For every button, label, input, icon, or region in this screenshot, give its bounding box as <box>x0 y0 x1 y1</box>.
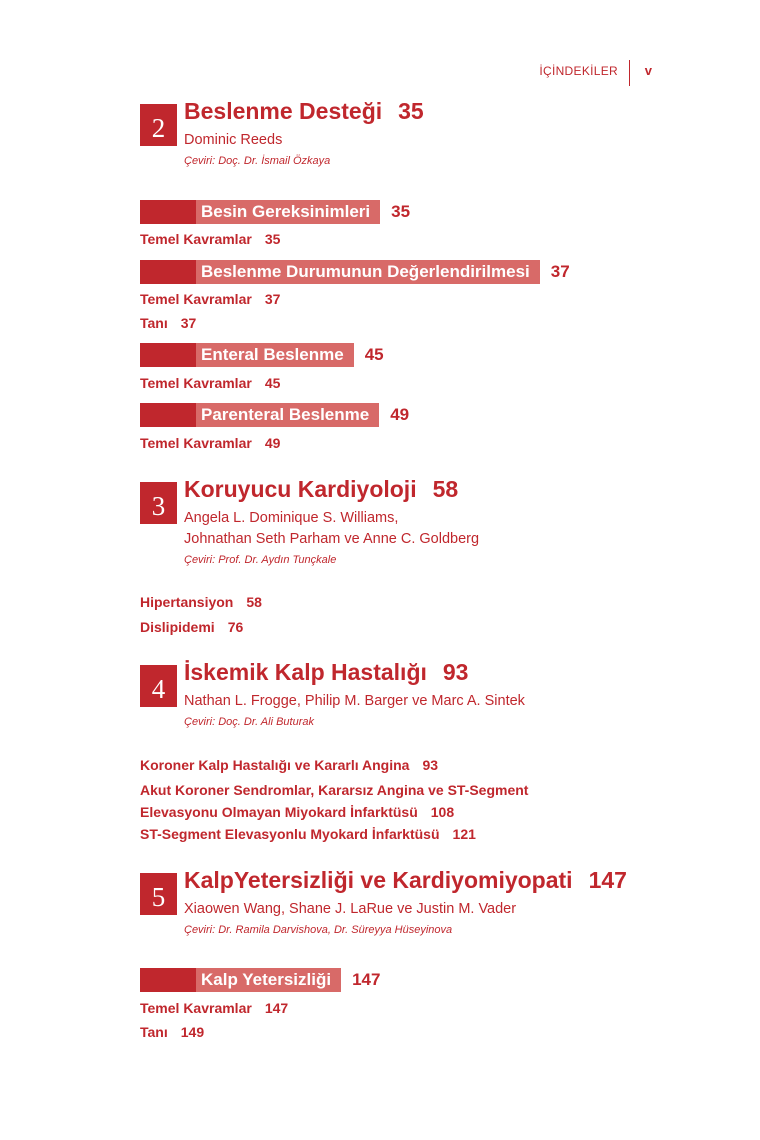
toc-entry[interactable] <box>140 312 196 334</box>
chapter-authors <box>184 899 516 940</box>
entry-page: 121 <box>452 826 476 842</box>
entry-text: Temel Kavramlar <box>140 375 252 391</box>
section-bar-accent <box>140 968 196 992</box>
entry-page: 37 <box>264 291 281 307</box>
entry-page: 93 <box>422 757 439 773</box>
translator-line: Çeviri: Prof. Dr. Aydın Tunçkale <box>184 554 337 566</box>
authors-line: Xiaowen Wang, Shane J. LaRue ve Justin M. Vader <box>184 901 517 917</box>
entry-page: 76 <box>227 619 244 635</box>
section-page: 49 <box>390 405 410 424</box>
section-page: 147 <box>352 970 381 989</box>
section-bar-accent <box>140 403 196 427</box>
toc-entry[interactable] <box>140 754 438 776</box>
chapter-title[interactable] <box>184 659 468 686</box>
chapter-page: 58 <box>432 476 459 502</box>
toc-entry[interactable] <box>140 288 280 310</box>
translator-line: Çeviri: Doç. Dr. Ali Buturak <box>184 716 314 728</box>
chapter-number-badge: 4 <box>140 665 177 707</box>
entry-page: 37 <box>180 315 197 331</box>
entry-text: Dislipidemi <box>140 619 215 635</box>
entry-page: 58 <box>246 594 262 610</box>
entry-text: Temel Kavramlar <box>140 435 252 451</box>
section-title: Parenteral Beslenme <box>196 403 379 427</box>
toc-entry[interactable] <box>140 616 243 638</box>
toc-entry[interactable] <box>140 823 476 845</box>
entry-text: ST-Segment Elevasyonlu Myokard İnfarktüsü <box>140 826 440 842</box>
section-bar-accent <box>140 200 196 224</box>
entry-text: Elevasyonu Olmayan Miyokard İnfarktüsü <box>140 804 418 820</box>
section-kalp-yetersizligi[interactable] <box>140 968 380 992</box>
entry-text: Akut Koroner Sendromlar, Kararsız Angina ve ST-Segment <box>140 782 529 798</box>
chapter-title[interactable] <box>184 867 627 894</box>
section-bar-accent <box>140 260 196 284</box>
entry-page: 35 <box>264 231 281 247</box>
entry-text: Temel Kavramlar <box>140 1000 252 1016</box>
entry-page: 49 <box>264 435 281 451</box>
section-besin-gereksinimleri[interactable] <box>140 200 410 224</box>
authors-line: Dominic Reeds <box>184 132 283 148</box>
chapter-number-badge: 2 <box>140 104 177 146</box>
authors-line: Angela L. Dominique S. Williams, <box>184 510 399 526</box>
toc-entry[interactable] <box>140 372 280 394</box>
translator-line: Çeviri: Doç. Dr. İsmail Özkaya <box>184 155 331 167</box>
chapter-title-text: KalpYetersizliği ve Kardiyomiyopati <box>184 867 573 893</box>
section-title: Besin Gereksinimleri <box>196 200 380 224</box>
running-header <box>520 62 660 84</box>
section-page: 35 <box>391 202 411 221</box>
toc-entry[interactable] <box>140 432 280 454</box>
authors-line: Johnathan Seth Parham ve Anne C. Goldberg <box>184 531 480 547</box>
section-title: Kalp Yetersizliği <box>196 968 341 992</box>
translator-line: Çeviri: Dr. Ramila Darvishova, Dr. Süreyya Hüseyinova <box>184 924 453 936</box>
entry-text: Tanı <box>140 315 168 331</box>
header-divider <box>629 60 630 86</box>
chapter-title-text: Beslenme Desteği <box>184 98 383 124</box>
authors-line: Nathan L. Frogge, Philip M. Barger ve Marc A. Sintek <box>184 693 525 709</box>
chapter-number-badge: 5 <box>140 873 177 915</box>
entry-text: Temel Kavramlar <box>140 291 252 307</box>
chapter-authors <box>184 508 479 570</box>
toc-entry[interactable] <box>140 1021 204 1043</box>
entry-page: 147 <box>264 1000 289 1016</box>
chapter-authors <box>184 691 525 732</box>
entry-text: Hipertansiyon <box>140 594 234 610</box>
chapter-number-badge: 3 <box>140 482 177 524</box>
entry-text: Koroner Kalp Hastalığı ve Kararlı Angina <box>140 757 410 773</box>
chapter-authors <box>184 130 330 171</box>
chapter-page: 93 <box>442 659 469 685</box>
chapter-title-text: İskemik Kalp Hastalığı <box>184 659 427 685</box>
section-page: 37 <box>550 262 570 281</box>
section-enteral-beslenme[interactable] <box>140 343 384 367</box>
header-label: İÇİNDEKİLER <box>539 64 618 78</box>
chapter-page: 35 <box>398 98 424 124</box>
section-title: Beslenme Durumunun Değerlendirilmesi <box>196 260 540 284</box>
toc-entry[interactable] <box>140 997 288 1019</box>
section-bar-accent <box>140 343 196 367</box>
chapter-title[interactable] <box>184 476 458 503</box>
toc-entry[interactable] <box>140 591 262 613</box>
chapter-page: 147 <box>588 867 627 893</box>
header-page-number: v <box>644 63 652 78</box>
entry-page: 45 <box>264 375 281 391</box>
entry-text: Tanı <box>140 1024 168 1040</box>
chapter-title[interactable] <box>184 98 424 125</box>
entry-page: 108 <box>430 804 455 820</box>
section-parenteral-beslenme[interactable] <box>140 403 409 427</box>
entry-text: Temel Kavramlar <box>140 231 252 247</box>
chapter-title-text: Koruyucu Kardiyoloji <box>184 476 417 502</box>
section-title: Enteral Beslenme <box>196 343 354 367</box>
section-beslenme-durumu[interactable] <box>140 260 570 284</box>
toc-entry[interactable] <box>140 228 280 250</box>
section-page: 45 <box>364 345 384 364</box>
entry-page: 149 <box>180 1024 205 1040</box>
toc-entry[interactable] <box>140 779 528 823</box>
